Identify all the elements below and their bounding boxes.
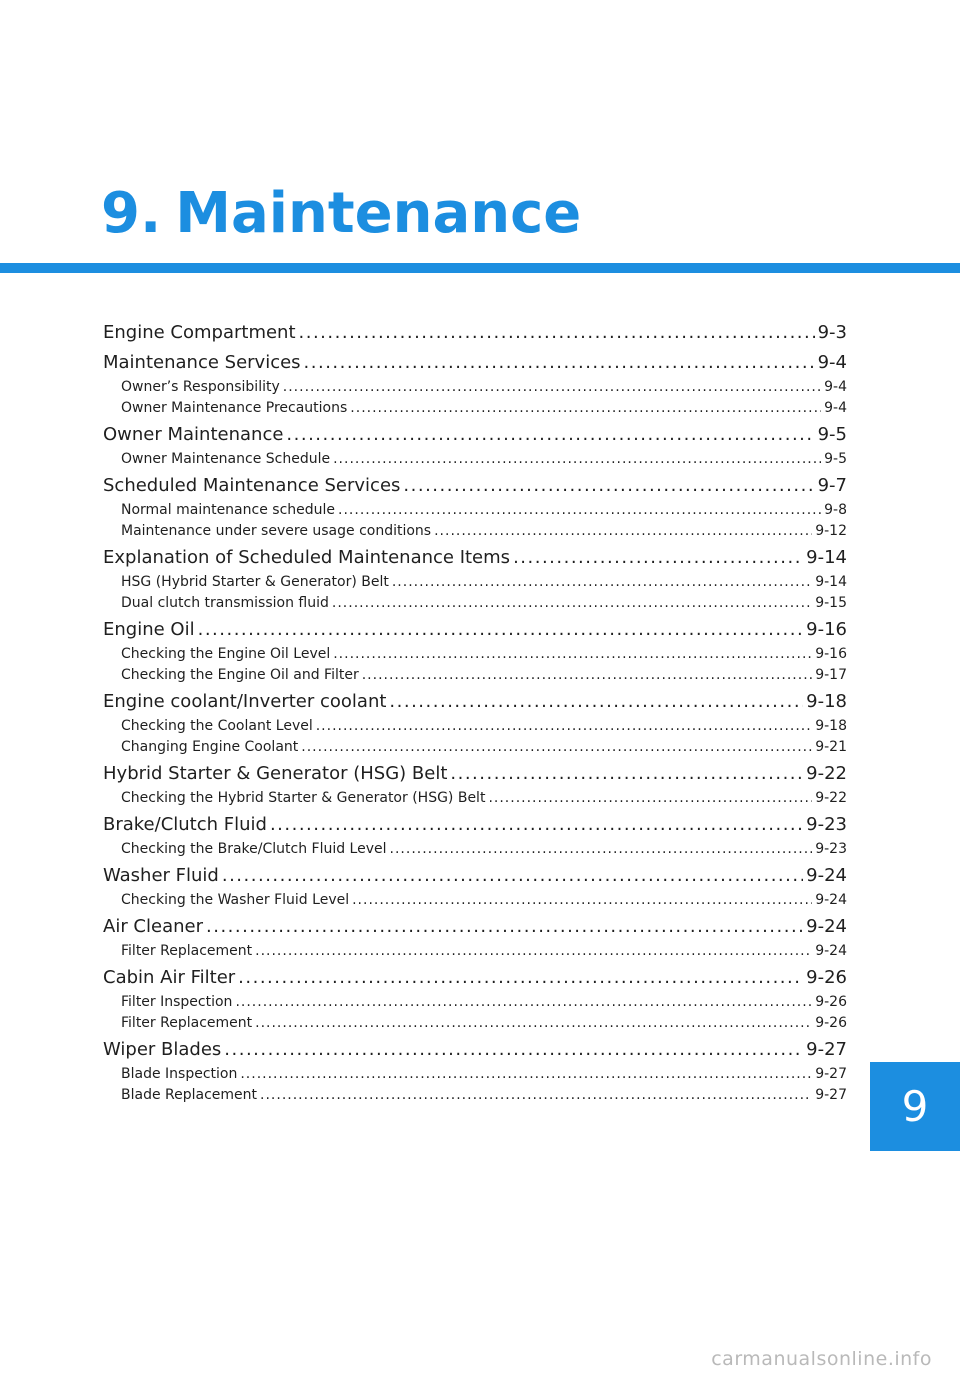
toc-page-number: 9-15 [815,594,847,611]
toc-section [103,350,847,419]
toc-section-entry[interactable] [103,422,847,449]
toc-subsection-entry[interactable] [103,449,847,470]
toc-section-entry[interactable] [103,617,847,644]
watermark: carmanualsonline.info [711,1348,932,1370]
chapter-number: 9. [101,181,162,246]
toc-entry-title: Wiper Blades [103,1039,222,1060]
toc-entry-title: Checking the Brake/Clutch Fluid Level [121,840,387,857]
dot-leader [403,473,814,500]
toc-page-number: 9-27 [806,1039,847,1060]
toc-section-entry[interactable] [103,812,847,839]
toc-entry-title: Brake/Clutch Fluid [103,814,267,835]
toc-entry-title: Cabin Air Filter [103,967,236,988]
toc-entry-title: Engine Compartment [103,322,296,343]
toc-section [103,473,847,542]
dot-leader [390,839,813,860]
toc-entry-title: Air Cleaner [103,916,203,937]
toc-section [103,545,847,614]
toc-entry-title: Owner Maintenance [103,424,284,445]
chapter-title [101,181,582,246]
table-of-contents [103,320,847,1106]
dot-leader [286,422,814,449]
toc-section [103,965,847,1034]
dot-leader [352,890,812,911]
toc-page-number: 9-18 [815,717,847,734]
toc-subsection-entry[interactable] [103,992,847,1013]
toc-section-entry[interactable] [103,761,847,788]
toc-page-number: 9-23 [806,814,847,835]
toc-section-entry[interactable] [103,689,847,716]
dot-leader [301,737,812,758]
toc-subsection-entry[interactable] [103,1013,847,1034]
toc-section [103,761,847,809]
toc-page-number: 9-24 [815,891,847,908]
dot-leader [332,593,812,614]
toc-page-number: 9-26 [806,967,847,988]
dot-leader [198,617,804,644]
toc-section [103,422,847,470]
toc-subsection-entry[interactable] [103,521,847,542]
chapter-name: Maintenance [175,181,582,246]
toc-subsection-entry[interactable] [103,1085,847,1106]
toc-page-number: 9-16 [815,645,847,662]
toc-entry-title: Changing Engine Coolant [121,738,299,755]
dot-leader [240,1064,812,1085]
dot-leader [299,320,815,347]
toc-entry-title: Hybrid Starter & Generator (HSG) Belt [103,763,448,784]
dot-leader [304,350,815,377]
toc-page-number: 9-4 [824,399,847,416]
toc-section-entry[interactable] [103,473,847,500]
chapter-tab[interactable]: 9 [870,1062,960,1151]
toc-section [103,320,847,347]
toc-entry-title: Dual clutch transmission fluid [121,594,329,611]
dot-leader [316,716,812,737]
dot-leader [392,572,812,593]
toc-entry-title: Filter Replacement [121,942,253,959]
toc-subsection-entry[interactable] [103,716,847,737]
toc-page-number: 9-26 [815,1014,847,1031]
toc-entry-title: Maintenance under severe usage conditions [121,522,432,539]
toc-entry-title: Scheduled Maintenance Services [103,475,401,496]
toc-subsection-entry[interactable] [103,788,847,809]
toc-page-number: 9-27 [815,1065,847,1082]
toc-subsection-entry[interactable] [103,941,847,962]
dot-leader [350,398,821,419]
dot-leader [333,644,812,665]
toc-page-number: 9-12 [815,522,847,539]
dot-leader [255,941,812,962]
dot-leader [283,377,821,398]
toc-entry-title: Checking the Hybrid Starter & Generator (HSG) Belt [121,789,486,806]
toc-page-number: 9-24 [815,942,847,959]
toc-entry-title: Filter Replacement [121,1014,253,1031]
dot-leader [362,665,812,686]
toc-entry-title: Engine Oil [103,619,195,640]
toc-page-number: 9-5 [824,450,847,467]
toc-page-number: 9-16 [806,619,847,640]
toc-page-number: 9-18 [806,691,847,712]
dot-leader [224,1037,803,1064]
dot-leader [255,1013,812,1034]
toc-page-number: 9-4 [817,352,847,373]
toc-entry-title: Owner Maintenance Precautions [121,399,348,416]
toc-subsection-entry[interactable] [103,644,847,665]
toc-subsection-entry[interactable] [103,890,847,911]
toc-page-number: 9-22 [806,763,847,784]
toc-entry-title: Maintenance Services [103,352,301,373]
toc-entry-title: Checking the Washer Fluid Level [121,891,350,908]
toc-section-entry[interactable] [103,545,847,572]
dot-leader [206,914,803,941]
toc-section-entry[interactable] [103,965,847,992]
dot-leader [235,992,812,1013]
toc-entry-title: Normal maintenance schedule [121,501,336,518]
toc-subsection-entry[interactable] [103,737,847,758]
toc-entry-title: Checking the Engine Oil and Filter [121,666,359,683]
toc-entry-title: Washer Fluid [103,865,219,886]
toc-section [103,617,847,686]
dot-leader [333,449,821,470]
toc-entry-title: Owner Maintenance Schedule [121,450,331,467]
toc-section [103,1037,847,1106]
toc-section-entry[interactable] [103,320,847,347]
dot-leader [513,545,803,572]
toc-section [103,863,847,911]
toc-page-number: 9-14 [815,573,847,590]
toc-subsection-entry[interactable] [103,377,847,398]
dot-leader [238,965,803,992]
toc-page-number: 9-24 [806,916,847,937]
toc-subsection-entry[interactable] [103,593,847,614]
toc-entry-title: Owner’s Responsibility [121,378,280,395]
toc-section-entry[interactable] [103,914,847,941]
dot-leader [450,761,803,788]
toc-page-number: 9-8 [824,501,847,518]
dot-leader [488,788,812,809]
toc-subsection-entry[interactable] [103,572,847,593]
toc-entry-title: Engine coolant/Inverter coolant [103,691,387,712]
toc-subsection-entry[interactable] [103,1064,847,1085]
toc-page-number: 9-5 [817,424,847,445]
toc-subsection-entry[interactable] [103,839,847,860]
toc-page-number: 9-7 [817,475,847,496]
toc-section-entry[interactable] [103,350,847,377]
toc-entry-title: Blade Inspection [121,1065,238,1082]
toc-section [103,914,847,962]
toc-entry-title: Checking the Coolant Level [121,717,313,734]
toc-section [103,689,847,758]
toc-page-number: 9-17 [815,666,847,683]
dot-leader [222,863,803,890]
toc-entry-title: HSG (Hybrid Starter & Generator) Belt [121,573,389,590]
toc-subsection-entry[interactable] [103,665,847,686]
toc-page-number: 9-24 [806,865,847,886]
toc-section [103,812,847,860]
toc-entry-title: Checking the Engine Oil Level [121,645,331,662]
toc-section-entry[interactable] [103,1037,847,1064]
toc-page-number: 9-4 [824,378,847,395]
dot-leader [389,689,803,716]
dot-leader [260,1085,812,1106]
title-divider [0,263,960,273]
toc-entry-title: Blade Replacement [121,1086,258,1103]
toc-page-number: 9-26 [815,993,847,1010]
toc-page-number: 9-23 [815,840,847,857]
toc-subsection-entry[interactable] [103,500,847,521]
dot-leader [270,812,803,839]
toc-subsection-entry[interactable] [103,398,847,419]
toc-page-number: 9-27 [815,1086,847,1103]
toc-section-entry[interactable] [103,863,847,890]
toc-entry-title: Filter Inspection [121,993,233,1010]
toc-page-number: 9-22 [815,789,847,806]
toc-page-number: 9-21 [815,738,847,755]
dot-leader [434,521,812,542]
toc-entry-title: Explanation of Scheduled Maintenance Items [103,547,511,568]
toc-page-number: 9-14 [806,547,847,568]
toc-page-number: 9-3 [817,322,847,343]
dot-leader [338,500,821,521]
